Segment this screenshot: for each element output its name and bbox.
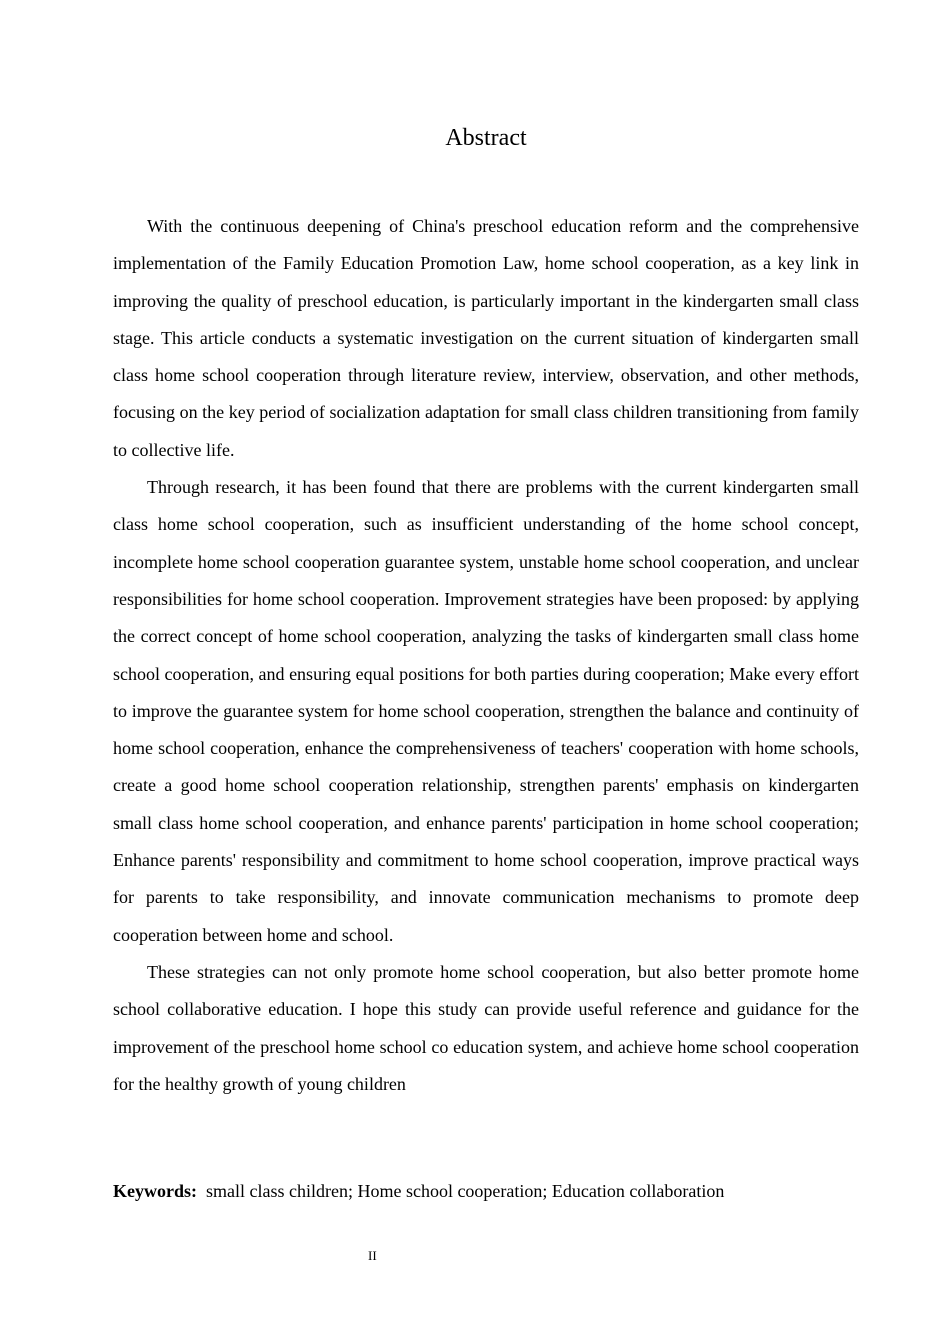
page-title: Abstract: [445, 125, 527, 151]
abstract-body: [113, 208, 859, 1103]
keywords-text: small class children; Home school cooperation; Education collaboration: [206, 1181, 725, 1201]
keywords-label: Keywords:: [113, 1181, 197, 1201]
abstract-paragraph-1: With the continuous deepening of China's preschool education reform and the comprehensive implementation of the Family Education Promotion Law, home school cooperation, as a key link in improving the quality of preschool education, is particularly important in the kindergarten small class stage. This article conducts a systematic investigation on the current situation of kindergarten small class home school cooperation through literature review, interview, observation, and other methods, focusing on the key period of socialization adaptation for small class children transitioning from family to collective life.: [113, 216, 859, 460]
page-number: II: [368, 1248, 377, 1263]
abstract-paragraph-3: These strategies can not only promote home school cooperation, but also better promote home school collaborative education. I hope this study can provide useful reference and guidance for the improvement of the preschool home school co education system, and achieve home school cooperation for the healthy growth of young children: [113, 961, 859, 1094]
abstract-paragraph-2: Through research, it has been found that there are problems with the current kindergarten small class home school cooperation, such as insufficient understanding of the home school concept, incomplete home school cooperation guarantee system, unstable home school cooperation, and unclear responsibilities for home school cooperation. Improvement strategies have been proposed: by applying the correct concept of home school cooperation, analyzing the tasks of kindergarten small class home school cooperation, and ensuring equal positions for both parties during cooperation; Make every effort to improve the guarantee system for home school cooperation, strengthen the balance and continuity of home school cooperation, enhance the comprehensiveness of teachers' cooperation with home schools, create a good home school cooperation relationship, strengthen parents' emphasis on kindergarten small class home school cooperation, and enhance parents' participation in home school cooperation; Enhance parents' responsibility and commitment to home school cooperation, improve practical ways for parents to take responsibility, and innovate communication mechanisms to promote deep cooperation between home and school.: [113, 477, 859, 945]
keywords-line: [113, 1173, 859, 1210]
